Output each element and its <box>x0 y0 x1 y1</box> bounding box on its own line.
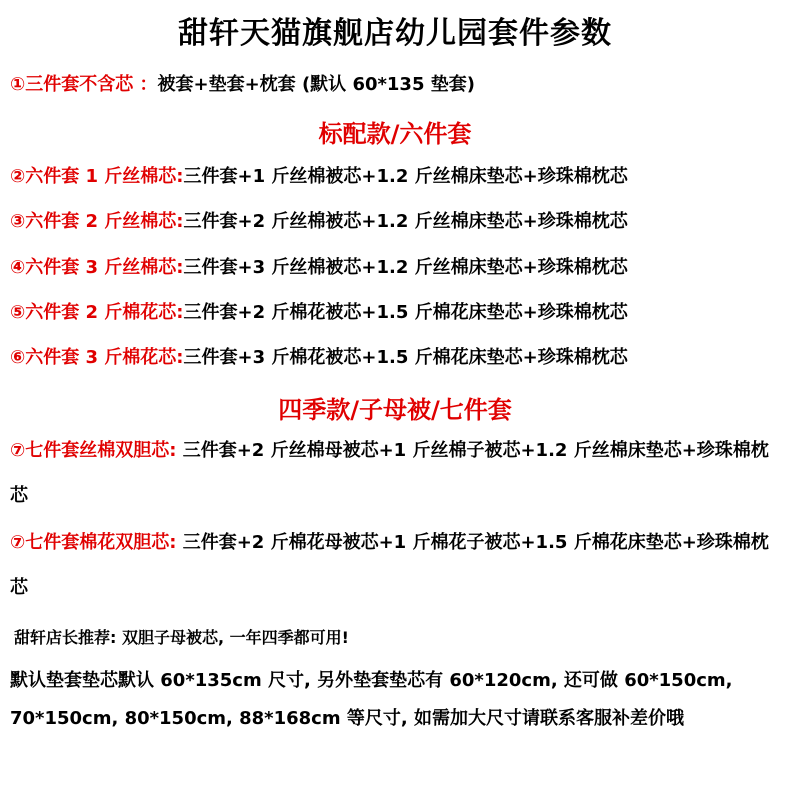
item-label: ④六件套 3 斤丝棉芯: <box>10 257 184 278</box>
item-label: ③六件套 2 斤丝棉芯: <box>10 211 184 232</box>
item-label: ⑦七件套丝棉双胆芯: <box>10 440 177 461</box>
item-six-piece <box>10 298 790 324</box>
item-desc: 三件套+2 斤棉花母被芯+1 斤棉花子被芯+1.5 斤棉花床垫芯+珍珠棉枕芯 <box>10 532 769 598</box>
page-title: 甜轩天猫旗舰店幼儿园套件参数 <box>178 16 612 51</box>
item-six-piece <box>10 253 790 279</box>
size-info-paragraph: 默认垫套垫芯默认 60*135cm 尺寸, 另外垫套垫芯有 60*120cm, 还可做 60*150cm, 70*150cm, 80*150cm, 88*168cm 等尺寸, 如需加大尺寸请联系客服补差价哦 <box>10 670 733 729</box>
item-label: ①三件套不含芯 ： <box>10 74 158 95</box>
item-desc: 三件套+2 斤丝棉母被芯+1 斤丝棉子被芯+1.2 斤丝棉床垫芯+珍珠棉枕芯 <box>10 440 769 506</box>
item-label: ②六件套 1 斤丝棉芯: <box>10 166 184 187</box>
item-desc: 三件套+3 斤棉花被芯+1.5 斤棉花床垫芯+珍珠棉枕芯 <box>183 347 628 368</box>
item-desc: 被套+垫套+枕套 (默认 60*135 垫套) <box>157 74 475 95</box>
item-six-piece <box>10 343 790 369</box>
item-desc: 三件套+2 斤丝棉被芯+1.2 斤丝棉床垫芯+珍珠棉枕芯 <box>183 211 628 232</box>
item-desc: 三件套+2 斤棉花被芯+1.5 斤棉花床垫芯+珍珠棉枕芯 <box>183 302 628 323</box>
item-desc: 三件套+1 斤丝棉被芯+1.2 斤丝棉床垫芯+珍珠棉枕芯 <box>183 166 628 187</box>
item-desc: 三件套+3 斤丝棉被芯+1.2 斤丝棉床垫芯+珍珠棉枕芯 <box>183 257 628 278</box>
item-seven-piece <box>10 428 780 518</box>
item-label: ⑦七件套棉花双胆芯: <box>10 532 177 553</box>
item-label: ⑤六件套 2 斤棉花芯: <box>10 302 184 323</box>
item-six-piece <box>10 162 790 188</box>
section-standard-heading: 标配款/六件套 <box>318 120 472 148</box>
section-four-season-heading: 四季款/子母被/七件套 <box>278 396 512 424</box>
store-recommendation-note: 甜轩店长推荐: 双胆子母被芯, 一年四季都可用! <box>14 628 349 647</box>
item-three-piece <box>10 70 790 96</box>
item-six-piece <box>10 207 790 233</box>
item-label: ⑥六件套 3 斤棉花芯: <box>10 347 184 368</box>
item-seven-piece <box>10 520 780 610</box>
